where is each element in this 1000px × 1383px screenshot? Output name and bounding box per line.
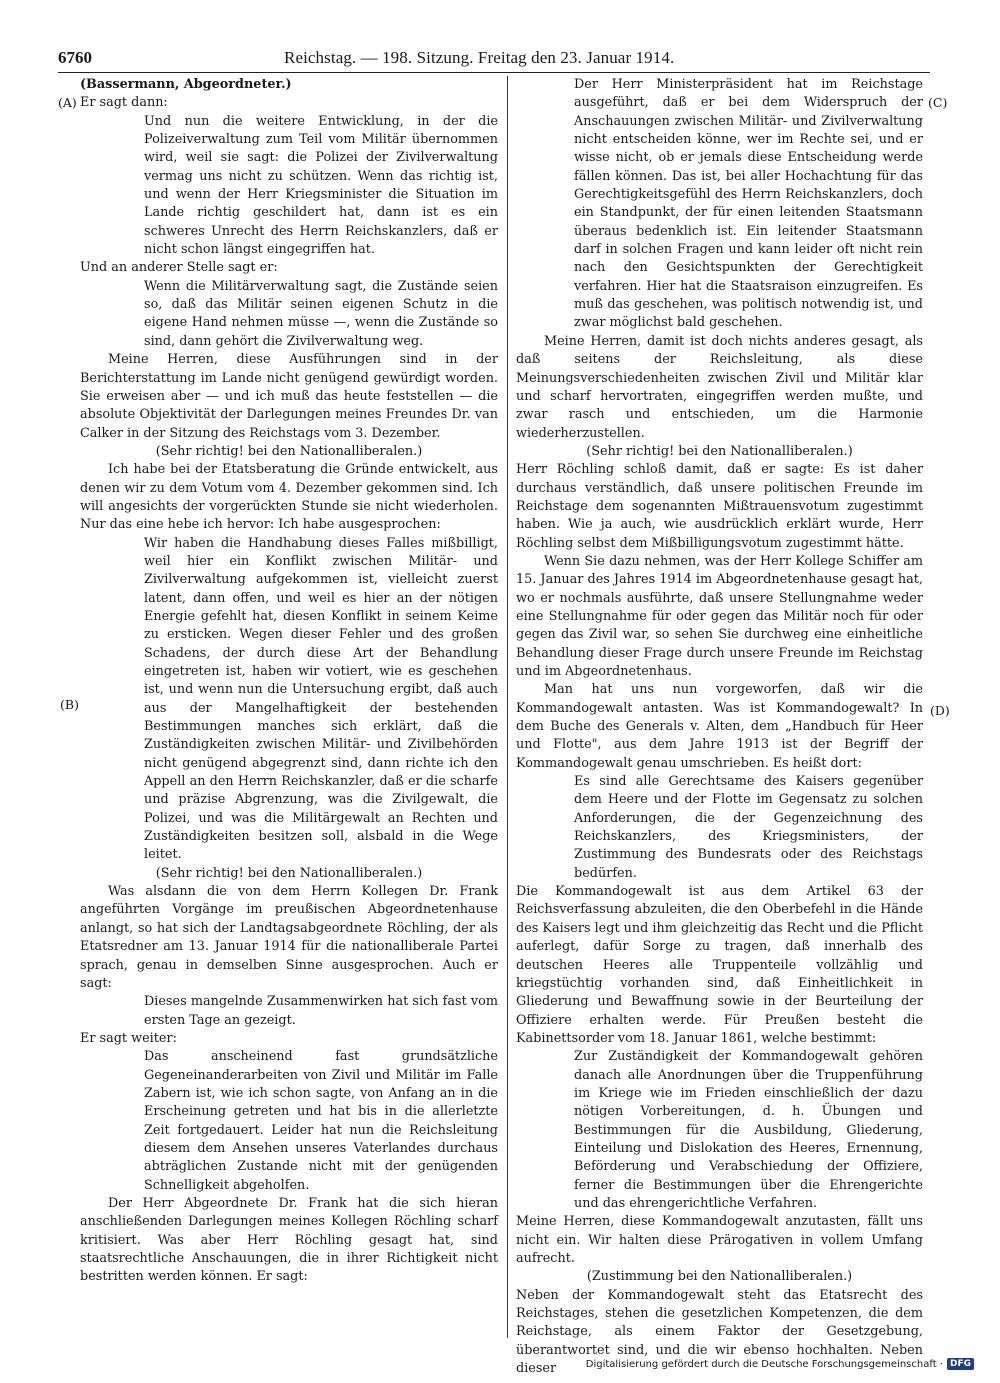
quote-block: Das anscheinend fast grundsätzliche Gegeneinanderarbeiten von Zivil und Militär im Falle Zabern ist, wie ich schon sagte, von Anfang an in die Erscheinung getreten und hat bis in die allerletzte Zeit fortgedauert. Leider hat nun die Reichsleitung diesem dem Ansehen unseres Vaterlandes durchaus abträglichen Zustande nicht mit der genügenden Schnelligkeit abgeholfen.	[144, 1049, 498, 1193]
left-column	[80, 76, 498, 1338]
interjection: (Zustimmung bei den Nationalliberalen.)	[586, 1269, 853, 1285]
margin-marker-d: (D)	[930, 703, 950, 718]
dfg-logo: DFG	[947, 1358, 974, 1370]
quote-block: Und nun die weitere Entwicklung, in der die Polizeiverwaltung zum Teil vom Militär übernommen wird, weil sie sagt: die Polizei der Zivilverwaltung vermag uns nicht zu schützen. Wenn das richtig ist, und wenn der Herr Kriegsminister die Situation im Lande richtig geschildert hat, dann ist es ein schweres Unrecht des Herrn Reichskanzlers, daß er nicht schon längst eingegriffen hat.	[144, 113, 498, 258]
quote-block: Der Herr Ministerpräsident hat im Reichstage ausgeführt, daß er bei dem Widerspruch der Anschauungen zwischen Militär- und Zivilverwaltung nicht entscheiden könne, wer im Rechte sei, und er wisse nicht, ob er jemals diese Entscheidung werde fällen können. Das ist, bei aller Hochachtung für das Gerechtigkeitsgefühl des Herrn Reichskanzlers, doch ein Standpunkt, der für einen leitenden Staatsmann überaus bedenklich ist. Ein leitender Staatsmann darf in solchen Fragen und kann leider oft nicht rein nach den Gesichtspunkten der Gerechtigkeit verfahren. Hier hat die Staatsraison einzugreifen. Es muß das geschehen, was politisch notwendig ist, und zwar möglichst bald geschehen.	[574, 77, 923, 331]
paragraph: Wenn Sie dazu nehmen, was der Herr Kollege Schiffer am 15. Januar des Jahres 1914 im Abgeordnetenhause gesagt hat, wo er nochmals ausführte, daß unsere Stellungnahme weder eine Stellungnahme für oder gegen das Militär noch für oder gegen das Zivil war, so sehen Sie durchweg eine einheitliche Behandlung dieser Frage durch unsere Freunde im Reichstag und im Abgeordnetenhaus.	[516, 553, 923, 679]
page-header	[58, 46, 926, 72]
interjection: (Sehr richtig! bei den Nationalliberalen.)	[155, 443, 423, 459]
paragraph: Ich habe bei der Etatsberatung die Gründe entwickelt, aus denen wir zu dem Votum vom 4. Dezember gekommen sind. Ich will angesichts der vorgerückten Stunde sie nicht wiederholen. Nur das eine hebe ich hervor: Ich habe ausgesprochen:	[80, 462, 498, 533]
paragraph: Meine Herren, diese Kommandogewalt anzutasten, fällt uns nicht ein. Wir halten diese Prärogativen in vollem Umfang aufrecht.	[516, 1214, 923, 1266]
paragraph: Meine Herren, damit ist doch nichts anderes gesagt, als daß seitens der Reichsleitung, als diese Meinungsverschiedenheiten zwischen Zivil und Militär klar und scharf hervortraten, eingegriffen werden mußte, und zwar rasch und entschieden, um die Harmonie wiederherzustellen.	[516, 333, 923, 441]
header-rule	[58, 72, 930, 73]
paragraph: Er sagt dann:	[80, 95, 168, 111]
interjection: (Sehr richtig! bei den Nationalliberalen.)	[586, 443, 853, 459]
speaker-line: (Bassermann, Abgeordneter.)	[80, 77, 292, 92]
running-title: Reichstag. — 198. Sitzung. Freitag den 23. Januar 1914.	[284, 48, 675, 67]
footer-credit: Digitalisierung gefördert durch die Deutsche Forschungsgemeinschaft ·	[585, 1358, 943, 1370]
page-number: 6760	[58, 48, 92, 67]
quote-block: Es sind alle Gerechtsame des Kaisers gegenüber dem Heere und der Flotte im Gegensatz zu solchen Anforderungen, die der Gegenzeichnung des Reichskanzlers, des Kriegsministers, der Zustimmung des Bundesrats oder des Reichstags bedürfen.	[574, 774, 923, 881]
paragraph: Neben der Kommandogewalt steht das Etatsrecht des Reichstages, stehen die gesetzlichen Kompetenzen, die dem Reichstage, als einem Faktor der Gesetzgebung, überantwortet sind, und die wir ebenso hochhalten. Neben dieser	[516, 1287, 923, 1377]
quote-block: Wenn die Militärverwaltung sagt, die Zustände seien so, daß das Militär seinen eigenen Schutz in die eigene Hand nehmen müsse —, wenn die Zustände so sind, dann gehört die Zivilverwaltung weg.	[144, 278, 498, 349]
quote-block: Dieses mangelnde Zusammenwirken hat sich fast vom ersten Tage an gezeigt.	[144, 994, 498, 1028]
interjection: (Sehr richtig! bei den Nationalliberalen.)	[155, 865, 423, 881]
margin-marker-b: (B)	[60, 697, 79, 712]
paragraph: Der Herr Abgeordnete Dr. Frank hat die sich hieran anschließenden Darlegungen meines Kollegen Röchling scharf kritisiert. Was aber Herr Röchling gesagt hat, sind staatsrechtliche Anschauungen, die in ihrer Richtigkeit nicht bestritten werden können. Er sagt:	[80, 1195, 498, 1285]
quote-block: Zur Zuständigkeit der Kommandogewalt gehören danach alle Anordnungen über die Truppenführung im Kriege wie im Frieden einschließlich der dazu nötigen Vorbereitungen, d. h. Übungen und Bestimmungen für die Ausbildung, Gliederung, Einteilung und Dislokation des Heeres, Ernennung, Beförderung und Verabschiedung der Offiziere, ferner die Bestimmungen über die Ehrengerichte und das ehrengerichtliche Verfahren.	[574, 1049, 923, 1211]
paragraph: Die Kommandogewalt ist aus dem Artikel 63 der Reichsverfassung abzuleiten, die den Oberbefehl in die Hände des Kaisers legt und ihm gleichzeitig das Recht und die Pflicht auferlegt, dafür Sorge zu tragen, daß innerhalb des deutschen Heeres alle Truppenteile vollzählig und kriegstüchtig vorhanden sind, daß Einheitlichkeit in Gliederung und Bewaffnung sowie in der Beurteilung der Offiziere erhalten werde. Für Preußen besteht die Kabinettsorder vom 18. Januar 1861, welche bestimmt:	[516, 884, 923, 1046]
paragraph: Und an anderer Stelle sagt er:	[80, 260, 278, 276]
paragraph: Meine Herren, diese Ausführungen sind in der Berichterstattung im Lande nicht genügend gewürdigt worden. Sie erweisen aber — und ich muß das heute feststellen — die absolute Objektivität der Darlegungen meines Freundes Dr. van Calker in der Sitzung des Reichstags vom 3. Dezember.	[80, 352, 498, 441]
quote-block: Wir haben die Handhabung dieses Falles mißbilligt, weil hier ein Konflikt zwischen Militär- und Zivilverwaltung aufgekommen ist, vielleicht zuerst latent, dann offen, und weil es hier an der nötigen Energie gefehlt hat, diesen Konflikt in seinem Keime zu ersticken. Wegen dieser Fehler und des großen Schadens, der durch diese Art der Behandlung eingetreten ist, haben wir votiert, wie es geschehen ist, und wenn nun die Untersuchung ergibt, daß auch aus der Mangelhaftigkeit der bestehenden Bestimmungen manches sich erklärt, daß die Zuständigkeiten zwischen Militär- und Zivilbehörden nicht genügend abgegrenzt sind, dann richte ich den Appell an den Herrn Reichskanzler, daß er die scharfe und präzise Abgrenzung, was die Zivilgewalt, die Polizei, und was die Militärgewalt an Rechten und Zuständigkeiten besitzen soll, alsbald in die Wege leitet.	[144, 535, 498, 863]
margin-marker-a: (A)	[58, 95, 77, 110]
column-divider	[507, 76, 508, 1338]
margin-marker-c: (C)	[928, 95, 948, 110]
paragraph: Was alsdann die von dem Herrn Kollegen Dr. Frank angeführten Vorgänge im preußischen Abgeordnetenhause anlangt, so hat sich der Landtagsabgeordnete Röchling, der als Etatsredner am 13. Januar 1914 für die nationalliberale Partei sprach, genau in demselben Sinne ausgesprochen. Auch er sagt:	[80, 884, 498, 991]
page-footer	[586, 1358, 974, 1370]
paragraph: Herr Röchling schloß damit, daß er sagte: Es ist daher durchaus verständlich, daß unsere politischen Freunde im Reichstage dem sogenannten Mißtrauensvotum zugestimmt haben. Wie ja auch, wie ausdrücklich erklärt wurde, Herr Röchling selbst dem Mißbilligungsvotum zugestimmt hätte.	[516, 462, 923, 551]
paragraph: Man hat uns nun vorgeworfen, daß wir die Kommandogewalt antasten. Was ist Kommandogewalt? In dem Buche des Generals v. Alten, dem „Handbuch für Heer und Flotte", aus dem Jahre 1913 ist der Begriff der Kommandogewalt genau umschrieben. Es heißt dort:	[516, 682, 923, 771]
paragraph: Er sagt weiter:	[80, 1030, 177, 1046]
